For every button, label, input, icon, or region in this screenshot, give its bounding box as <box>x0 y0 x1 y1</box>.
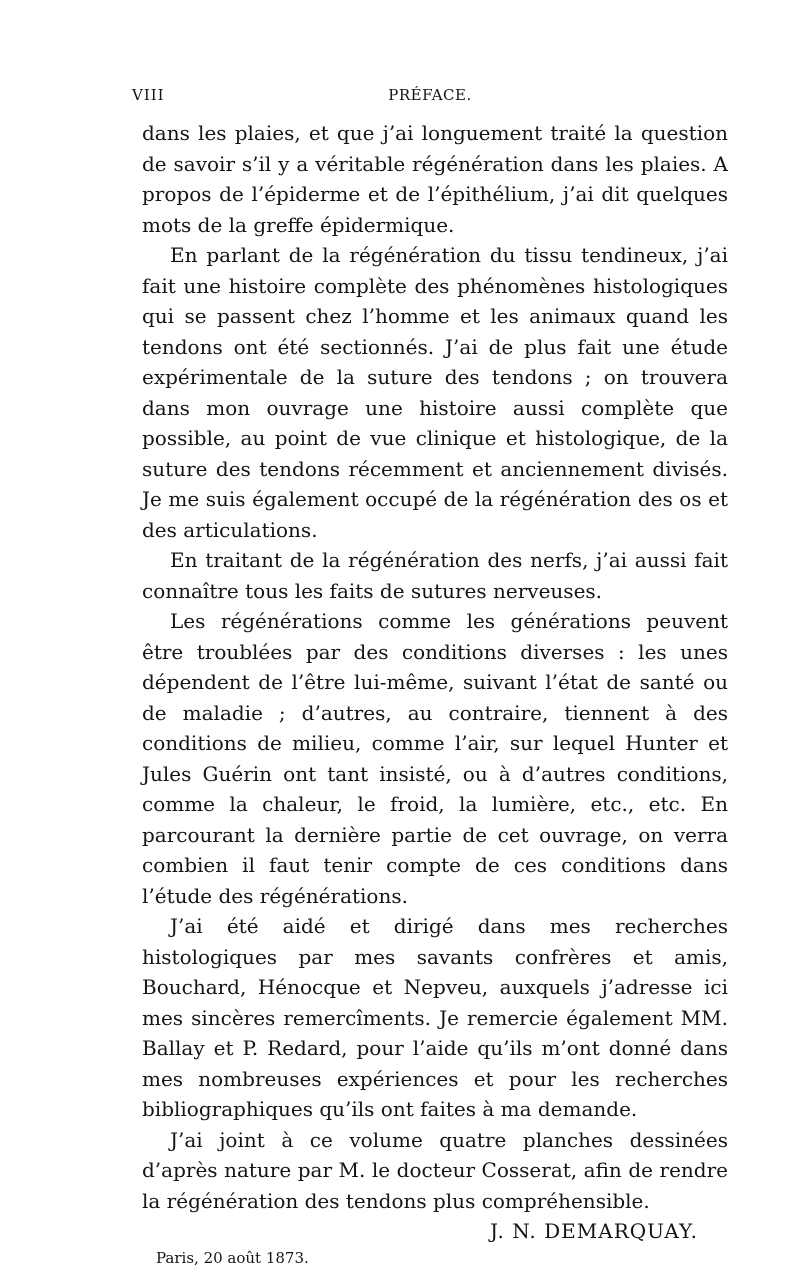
paragraph: Les régénérations comme les générations peuvent être troublées par des conditions diverses : les unes dépendent de l’être lui-même, suivant l’état de santé ou de maladie ; d’autres, au contraire, tiennent à des conditions de milieu, comme l’air, sur lequel Hunter et Jules Guérin ont tant insisté, ou à d’autres conditions, comme la chaleur, le froid, la lumière, etc., etc. En parcourant la dernière partie de cet ouvrage, on verra combien il faut tenir compte de ces conditions dans l’étude des régénérations. <box>142 609 728 908</box>
running-head: PRÉFACE. <box>388 86 472 104</box>
author-signature: J. N. DEMARQUAY. <box>490 1219 698 1243</box>
paragraph: dans les plaies, et que j’ai longuement traité la question de savoir s’il y a véritable régénération dans les plaies. A propos de l’épiderme et de l’épithélium, j’ai dit quelques mots de la greffe épidermique. <box>142 121 728 237</box>
page-number: VIII <box>132 86 165 104</box>
dateline: Paris, 20 août 1873. <box>156 1248 309 1267</box>
paragraph: En parlant de la régénération du tissu tendineux, j’ai fait une histoire complète des phénomènes histologiques qui se passent chez l’homme et les animaux quand les tendons ont été sectionnés. J’ai de plus fait une étude expérimentale de la suture des tendons ; on trouvera dans mon ouvrage une histoire aussi complète que possible, au point de vue clinique et histologique, de la suture des tendons récemment et anciennement divisés. Je me suis également occupé de la régénération des os et des articulations. <box>142 243 728 542</box>
preface-body <box>142 118 728 1269</box>
paragraph: J’ai été aidé et dirigé dans mes recherches histologiques par mes savants confrères et amis, Bouchard, Hénocque et Nepveu, auxquels j’adresse ici mes sincères remercîments. Je remercie également MM. Ballay et P. Redard, pour l’aide qu’ils m’ont donné dans mes nombreuses expériences et pour les recherches bibliographiques qu’ils ont faites à ma demande. <box>142 914 728 1121</box>
paragraph: En traitant de la régénération des nerfs, j’ai aussi fait connaître tous les faits de sutures nerveuses. <box>142 548 728 603</box>
page-header <box>132 86 728 112</box>
paragraph: J’ai joint à ce volume quatre planches dessinées d’après nature par M. le docteur Cosserat, afin de rendre la régénération des tendons plus compréhensible. <box>142 1127 728 1213</box>
